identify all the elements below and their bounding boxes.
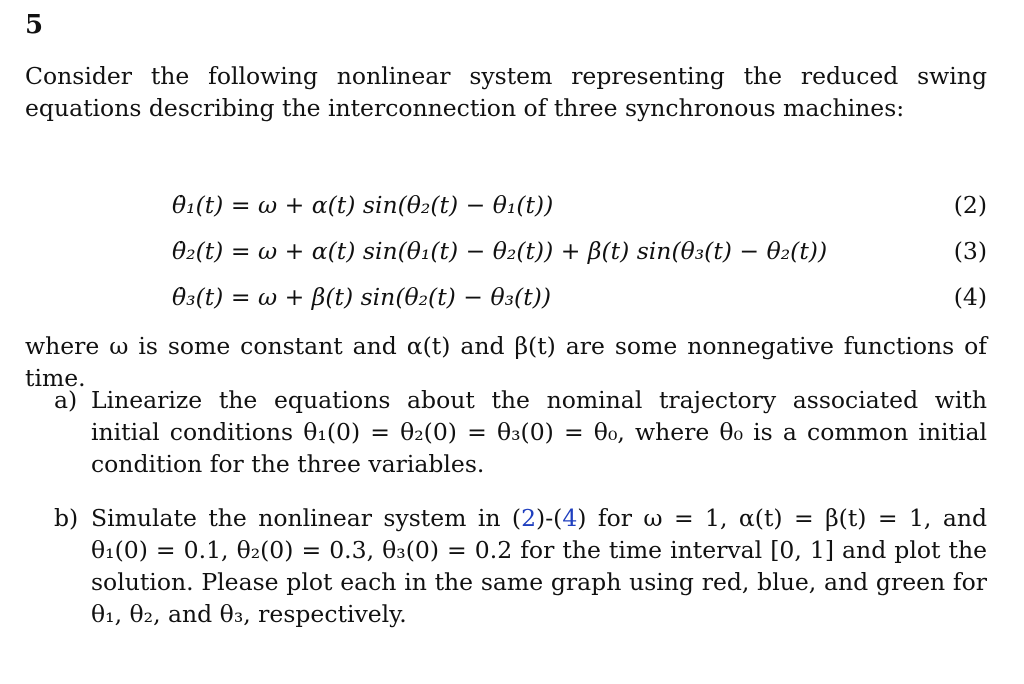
equation-reference-link[interactable]: 2	[521, 504, 537, 532]
equation-number: (2)	[953, 191, 987, 219]
equation-reference-link[interactable]: 4	[562, 504, 578, 532]
where-clause: where ω is some constant and α(t) and β(t) are some nonnegative functions of time.	[25, 332, 987, 392]
equation-number: (3)	[953, 237, 987, 265]
subquestion-text-rest: for ω = 1, α(t) = β(t) = 1, and θ₁(0) = 0.1, θ₂(0) = 0.3, θ₃(0) = 0.2 for the time interval [0, 1] and plot the solution. Please plot each in the same graph using red, blue, and green for θ₁, θ₂, and θ₃, respectively.	[91, 504, 988, 628]
equation: θ̇₃(t) = ω + β(t) sin(θ₂(t) − θ₃(t))	[172, 283, 551, 311]
equation-block	[172, 182, 987, 320]
subquestion-label: a)	[54, 386, 78, 414]
subquestion-label: b)	[54, 504, 79, 532]
problem-number: 5	[25, 10, 44, 40]
problem-intro: Consider the following nonlinear system representing the reduced swing equations describing the interconnection of three synchronous machines:	[25, 62, 987, 122]
subquestion-text: Simulate the nonlinear system in (2)-(4) for ω = 1, α(t) = β(t) = 1, and θ₁(0) = 0.1, θ₂(0) = 0.3, θ₃(0) = 0.2 for the time interval [0, 1] and plot the solution. Please plot each in the same graph using red, blue, and green for θ₁, θ₂, and θ₃, respectively.	[91, 504, 988, 628]
equation-number: (4)	[953, 283, 987, 311]
reference-separator: )-(	[536, 504, 563, 532]
equation: θ̇₁(t) = ω + α(t) sin(θ₂(t) − θ₁(t))	[172, 191, 554, 219]
subquestion-b	[54, 502, 987, 630]
equation-row	[172, 274, 987, 320]
subquestion-text: Linearize the equations about the nominal trajectory associated with initial conditions θ₁(0) = θ₂(0) = θ₃(0) = θ₀, where θ₀ is a common initial condition for the three variables.	[91, 386, 987, 478]
equation-row	[172, 182, 987, 228]
equation: θ̇₂(t) = ω + α(t) sin(θ₁(t) − θ₂(t)) + β(t) sin(θ₃(t) − θ₂(t))	[172, 237, 828, 265]
subquestion-a	[54, 384, 987, 480]
subquestion-text-start: Simulate the nonlinear system in	[91, 504, 512, 532]
equation-row	[172, 228, 987, 274]
